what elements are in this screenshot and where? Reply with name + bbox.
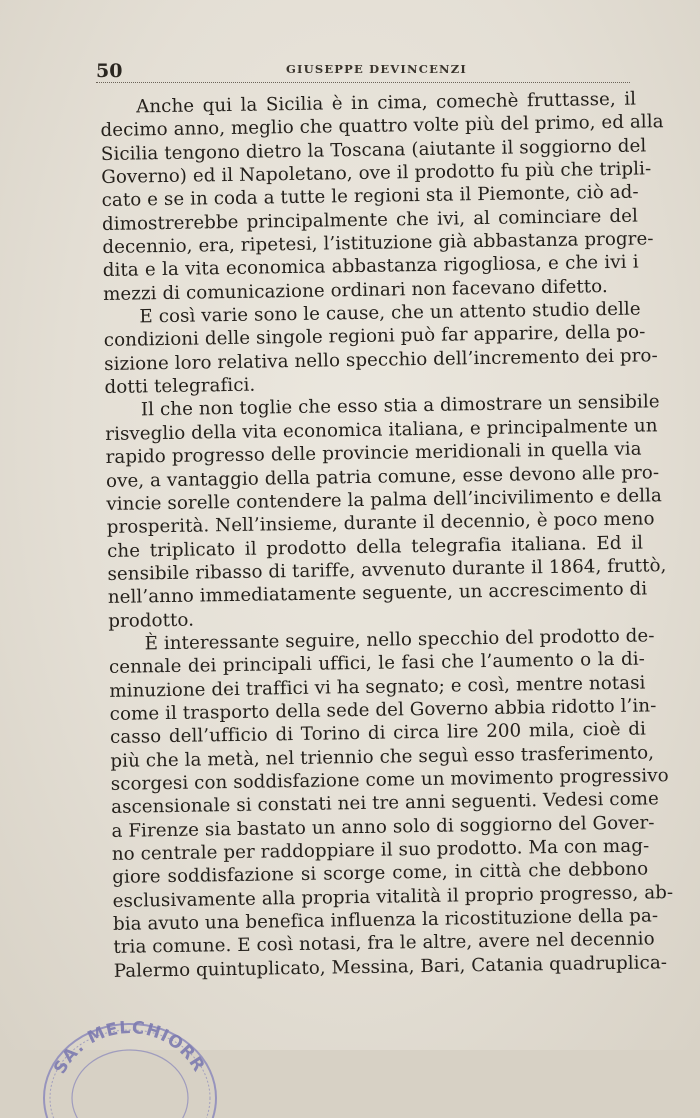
text-line: nell’anno immediatamente seguente, un accrescimento di [107, 578, 648, 609]
text-line: prodotto. [108, 609, 195, 632]
text-line: Palermo quintuplicato, Messina, Bari, Catania quadruplica- [113, 951, 668, 982]
header-dotted-rule [96, 82, 630, 83]
text-line: È interessante seguire, nello specchio del prodotto de- [144, 625, 655, 655]
stamp-text-path: SA. MELCHIORR [50, 1017, 209, 1078]
text-line: ove, a vantaggio della patria comune, esse devono alle pro- [105, 461, 660, 492]
text-line: esclusivamente alla propria vitalità il proprio progresso, ab- [112, 881, 674, 912]
text-line: decennio, era, ripetesi, l’istituzione già abbastanza progre- [102, 228, 654, 259]
text-line: Governo) ed il Napoletano, ove il prodotto fu più che tripli- [101, 158, 652, 189]
text-line: mezzi di comunicazione ordinari non facevano difetto. [102, 275, 608, 305]
text-line: più che la metà, nel triennio che seguì esso trasferimento, [110, 742, 655, 772]
library-stamp [36, 998, 226, 1118]
text-line: Il che non toglie che esso stia a dimostrare un sensibile [140, 391, 660, 421]
paragraph-3 [105, 391, 667, 633]
page-number: 50 [96, 60, 123, 82]
text-line: Sicilia tengono dietro la Toscana (aiutante il soggiorno del [100, 135, 647, 165]
text-line: casso dell’ufficio di Torino di circa lire 200 mila, cioè di [109, 718, 647, 749]
text-line: cennale dei principali uffici, le fasi che l’aumento o la di- [108, 648, 646, 679]
text-line: dita e la vita economica abbastanza rigogliosa, e che ivi i [102, 251, 639, 282]
text-line: minuzione dei traffici vi ha segnato; e così, mentre notasi [109, 672, 646, 702]
text-line: no centrale per raddoppiare il suo prodotto. Ma con mag- [111, 835, 650, 865]
text-line: ascensionale si constati nei tre anni seguenti. Vedesi come [111, 788, 660, 819]
text-line: cato e se in coda a tutte le regioni sta il Piemonte, ciò ad- [101, 181, 639, 212]
text-line: che triplicato il prodotto della telegrafia italiana. Ed il [106, 532, 644, 562]
text-line: risveglio della vita economica italiana, e principalmente un [105, 415, 658, 445]
text-line: E così varie sono le cause, che un attento studio delle [139, 298, 641, 328]
text-line: dotti telegrafici. [104, 374, 256, 399]
text-line: tria comune. E così notasi, fra le altre, avere nel decennio [113, 928, 655, 959]
text-line: dimostrerebbe principalmente che ivi, al cominciare del [101, 205, 639, 235]
text-line: decimo anno, meglio che quattro volte più del primo, ed alla [100, 111, 664, 142]
text-line: sensibile ribasso di tariffe, avvenuto durante il 1864, fruttò, [107, 555, 667, 585]
page-header [96, 58, 630, 84]
text-line: sizione loro relativa nello specchio dell’incremento dei pro- [104, 345, 658, 375]
stamp-text [50, 1018, 209, 1078]
body-text [100, 88, 674, 983]
text-line: bia avuto una benefica influenza la ricostituzione della pa- [112, 905, 659, 935]
text-line: scorgesi con soddisfazione come un movimento progressivo [110, 765, 669, 795]
text-line: come il trasporto della sede del Governo abbia ridotto l’in- [109, 695, 657, 725]
text-line: condizioni delle singole regioni può far apparire, della po- [103, 321, 646, 352]
running-head: GIUSEPPE DEVINCENZI [286, 62, 467, 76]
text-line: Anche qui la Sicilia è in cima, comechè fruttasse, il [136, 88, 637, 118]
paragraph-4 [108, 624, 674, 983]
text-line: rapido progresso delle provincie meridionali in quella via [105, 438, 642, 469]
text-line: a Firenze sia bastato un anno solo di soggiorno del Gover- [111, 812, 655, 842]
paragraph-1 [100, 88, 664, 306]
text-line: vincie sorelle contendere la palma dell’incivilimento e della [106, 485, 663, 515]
paragraph-2 [103, 298, 658, 400]
text-line: giore soddisfazione si scorge come, in città che debbono [112, 858, 649, 889]
text-line: prosperità. Nell’insieme, durante il decennio, è poco meno [106, 508, 655, 539]
